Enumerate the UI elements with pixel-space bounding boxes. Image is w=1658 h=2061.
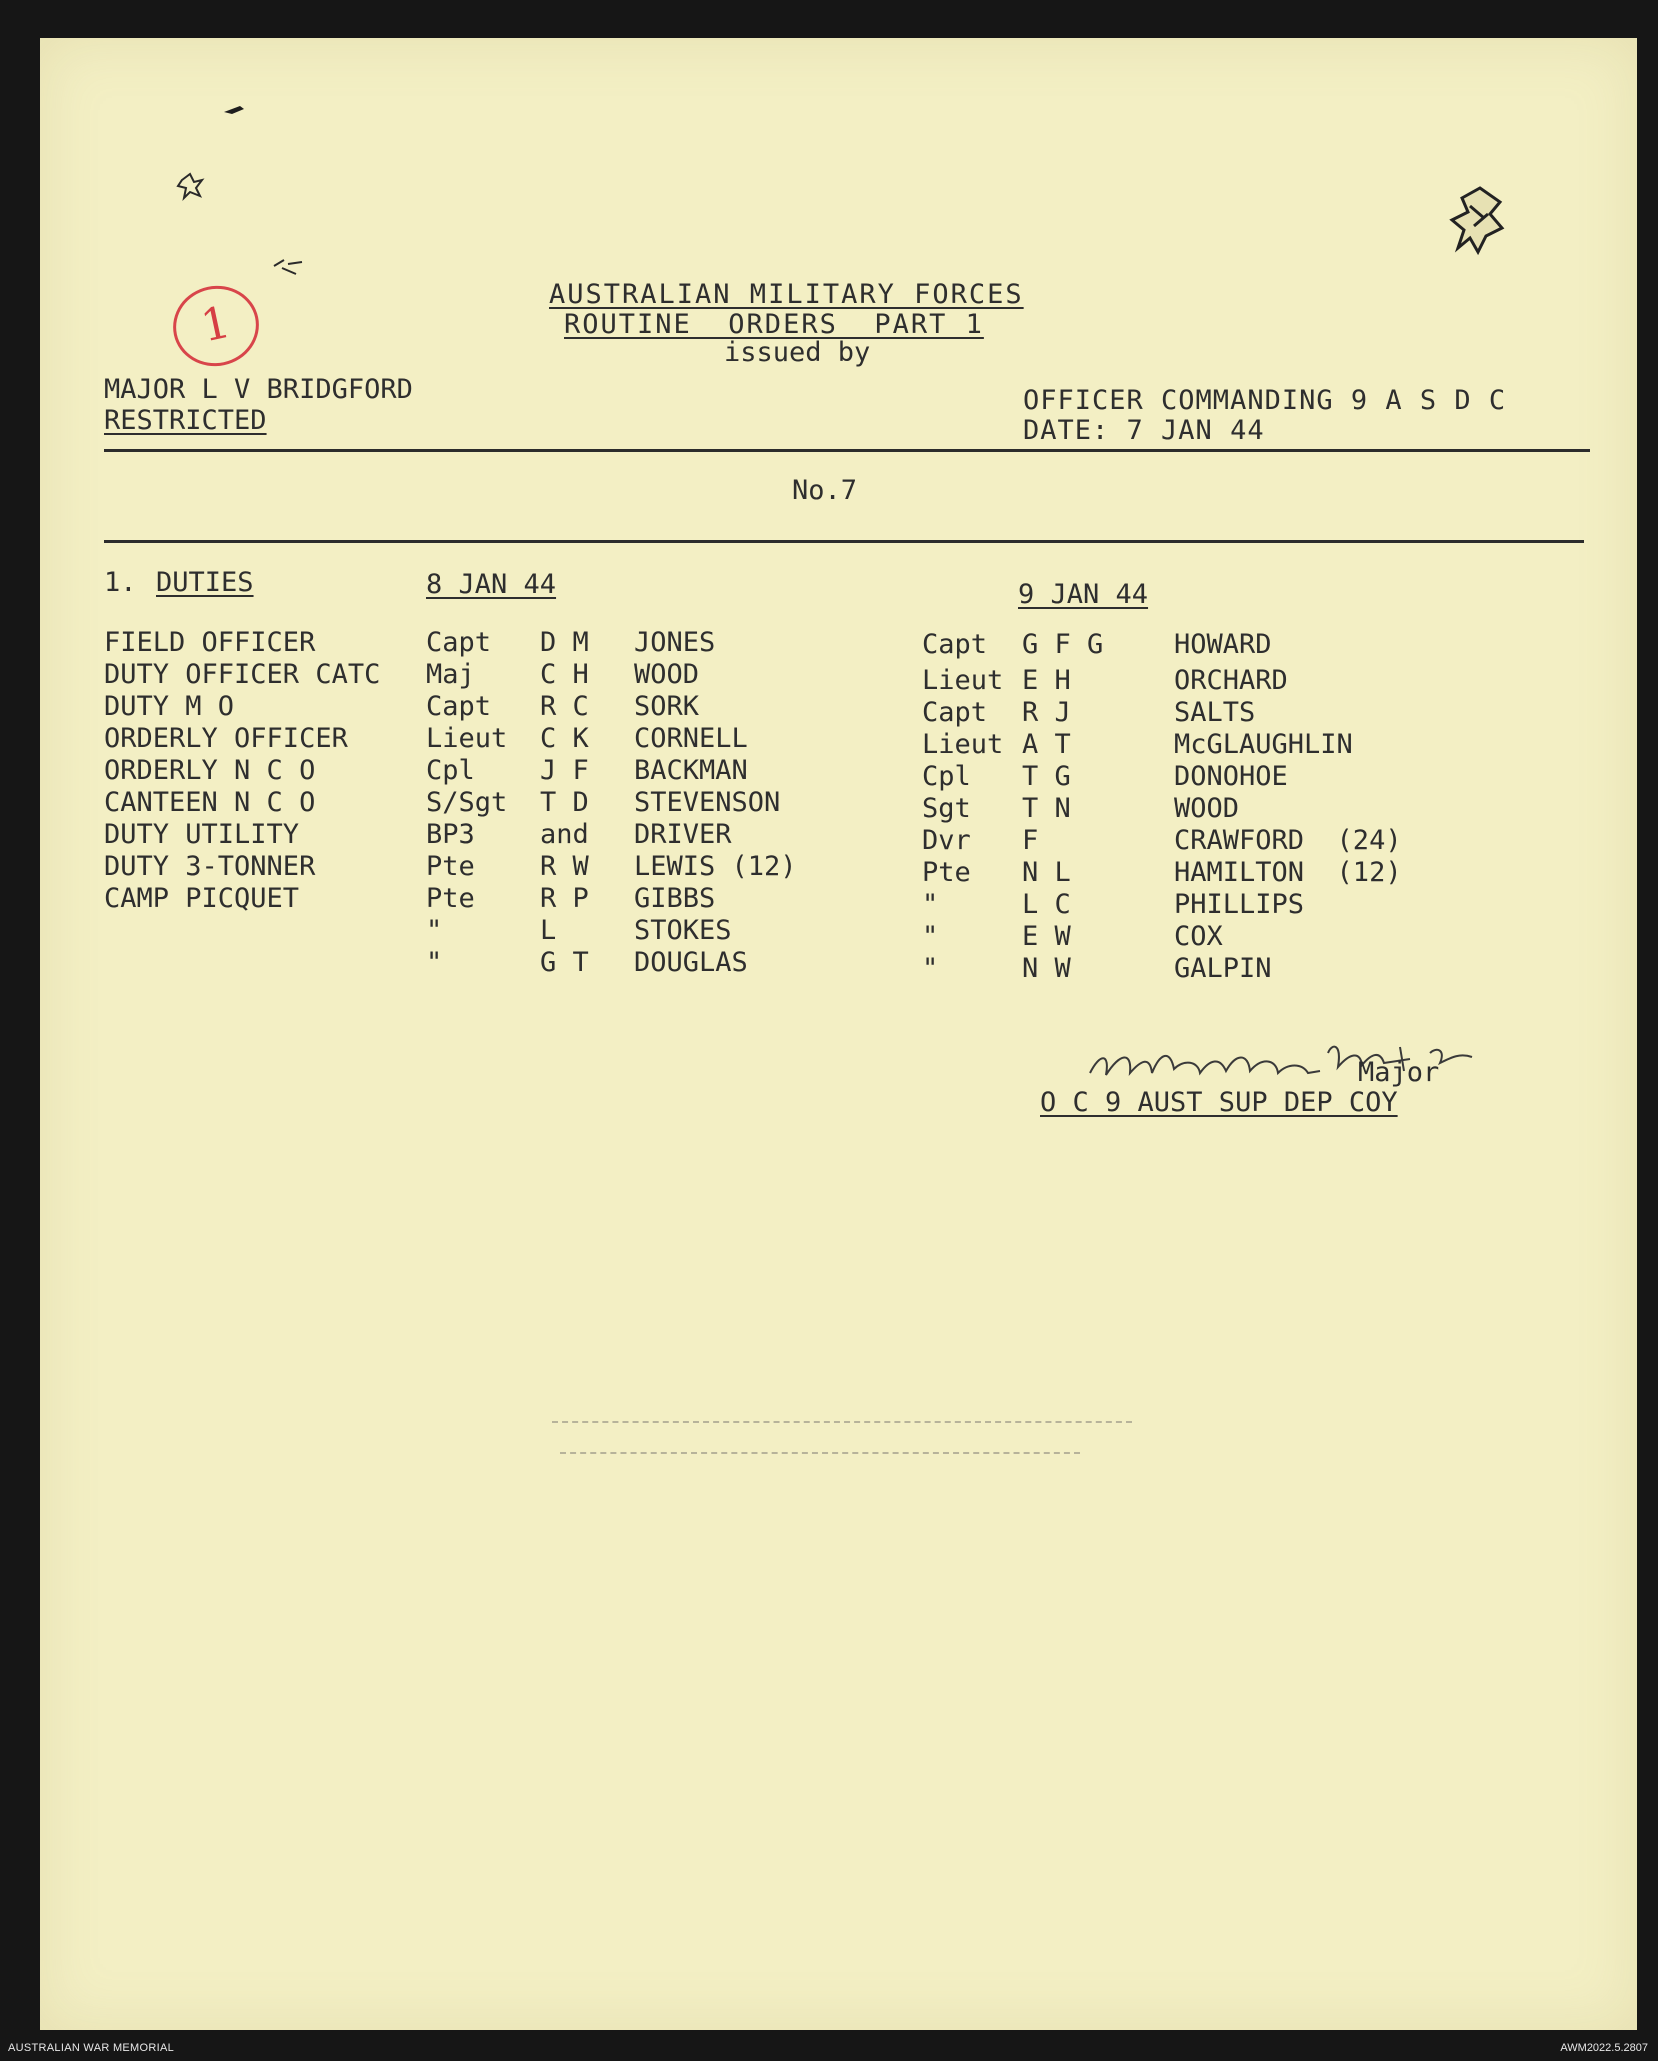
day1-initials: T D	[540, 787, 589, 818]
day1-rank: Capt	[426, 627, 492, 658]
day1-name: WOOD	[634, 659, 700, 690]
day1-initials: R W	[540, 851, 589, 882]
day2-name: DONOHOE	[1174, 761, 1288, 792]
day2-rank: "	[922, 889, 939, 920]
day2-initials: E W	[1022, 921, 1071, 952]
day1-initials: and	[540, 819, 589, 850]
day2-initials: R J	[1022, 697, 1071, 728]
smudge-line	[560, 1452, 1080, 1456]
document-page	[40, 38, 1637, 2030]
punch-hole-mark	[1440, 178, 1540, 268]
day2-name: GALPIN	[1174, 953, 1272, 984]
day1-name: SORK	[634, 691, 700, 722]
document-subtitle: ROUTINE ORDERS PART 1	[564, 309, 984, 340]
day2-initials: L C	[1022, 889, 1071, 920]
day2-rank: Dvr	[922, 825, 971, 856]
duty-role: DUTY UTILITY	[104, 819, 300, 850]
duty-role: DUTY OFFICER CATC	[104, 659, 381, 690]
day1-initials: C K	[540, 723, 589, 754]
day1-initials: D M	[540, 627, 589, 658]
day1-rank: Cpl	[426, 755, 475, 786]
classification-label: RESTRICTED	[104, 405, 267, 436]
day2-initials: N L	[1022, 857, 1071, 888]
day2-name: WOOD	[1174, 793, 1240, 824]
duty-role: DUTY M O	[104, 691, 235, 722]
day2-name: PHILLIPS	[1174, 889, 1305, 920]
duty-role: DUTY 3-TONNER	[104, 851, 316, 882]
page-number-circle	[166, 278, 267, 374]
day1-rank: "	[426, 915, 443, 946]
section-rule	[104, 540, 1584, 543]
day1-rank: Lieut	[426, 723, 508, 754]
footer-reference: AWM2022.5.2807	[1560, 2042, 1648, 2054]
day2-rank: Capt	[922, 629, 988, 660]
day1-initials: J F	[540, 755, 589, 786]
day2-initials: E H	[1022, 665, 1071, 696]
day1-initials: L	[540, 915, 557, 946]
punch-hole-mark	[220, 100, 250, 120]
day1-initials: G T	[540, 947, 589, 978]
day2-name: McGLAUGHLIN	[1174, 729, 1353, 760]
day1-rank: Pte	[426, 851, 475, 882]
day1-rank: S/Sgt	[426, 787, 508, 818]
document-title: AUSTRALIAN MILITARY FORCES	[549, 279, 1024, 310]
day1-name: JONES	[634, 627, 716, 658]
day2-rank: "	[922, 921, 939, 952]
day2-name: SALTS	[1174, 697, 1256, 728]
day2-name: CRAWFORD (24)	[1174, 825, 1402, 856]
header-rule	[104, 449, 1590, 452]
day1-initials: R P	[540, 883, 589, 914]
punch-hole-mark	[172, 166, 212, 206]
day1-initials: R C	[540, 691, 589, 722]
day2-rank: Capt	[922, 697, 988, 728]
day2-name: HOWARD	[1174, 629, 1272, 660]
day2-initials: G F G	[1022, 629, 1104, 660]
day1-name: CORNELL	[634, 723, 748, 754]
page-number-mark: 1	[196, 296, 235, 353]
day2-name: COX	[1174, 921, 1223, 952]
punch-hole-mark	[268, 256, 308, 286]
day2-rank: Cpl	[922, 761, 971, 792]
duty-role: ORDERLY N C O	[104, 755, 316, 786]
day1-name: BACKMAN	[634, 755, 748, 786]
issuer-name: MAJOR L V BRIDGFORD	[104, 374, 413, 405]
signature-unit: O C 9 AUST SUP DEP COY	[1040, 1087, 1398, 1118]
duty-role: FIELD OFFICER	[104, 627, 316, 658]
day2-initials: N W	[1022, 953, 1071, 984]
smudge-line	[552, 1421, 1132, 1425]
day1-name: STOKES	[634, 915, 732, 946]
duty-role: CAMP PICQUET	[104, 883, 300, 914]
day1-rank: BP3	[426, 819, 475, 850]
day1-name: DOUGLAS	[634, 947, 748, 978]
signature-rank: Major	[1358, 1057, 1440, 1088]
day1-name: GIBBS	[634, 883, 716, 914]
day1-name: LEWIS (12)	[634, 851, 797, 882]
day1-name: STEVENSON	[634, 787, 781, 818]
day2-rank: Lieut	[922, 665, 1004, 696]
day1-rank: Maj	[426, 659, 475, 690]
issue-date: DATE: 7 JAN 44	[1023, 415, 1265, 446]
issued-by-label: issued by	[724, 337, 871, 368]
footer-archive-name: AUSTRALIAN WAR MEMORIAL	[8, 2042, 175, 2054]
duty-role: CANTEEN N C O	[104, 787, 316, 818]
order-number: No.7	[792, 475, 858, 506]
day1-rank: Pte	[426, 883, 475, 914]
duty-role: ORDERLY OFFICER	[104, 723, 348, 754]
date-column-1: 8 JAN 44	[426, 569, 557, 600]
day2-initials: T G	[1022, 761, 1071, 792]
date-column-2: 9 JAN 44	[1018, 579, 1149, 610]
day2-rank: Pte	[922, 857, 971, 888]
section-number: 1.	[104, 567, 137, 598]
day2-rank: Sgt	[922, 793, 971, 824]
day2-rank: Lieut	[922, 729, 1004, 760]
issuer-title: OFFICER COMMANDING 9 A S D C	[1023, 385, 1507, 416]
day1-initials: C H	[540, 659, 589, 690]
day2-initials: A T	[1022, 729, 1071, 760]
day1-name: DRIVER	[634, 819, 732, 850]
day2-initials: F	[1022, 825, 1039, 856]
day1-rank: Capt	[426, 691, 492, 722]
day2-initials: T N	[1022, 793, 1071, 824]
day1-rank: "	[426, 947, 443, 978]
day2-rank: "	[922, 953, 939, 984]
section-heading: DUTIES	[156, 567, 254, 598]
day2-name: ORCHARD	[1174, 665, 1288, 696]
day2-name: HAMILTON (12)	[1174, 857, 1402, 888]
